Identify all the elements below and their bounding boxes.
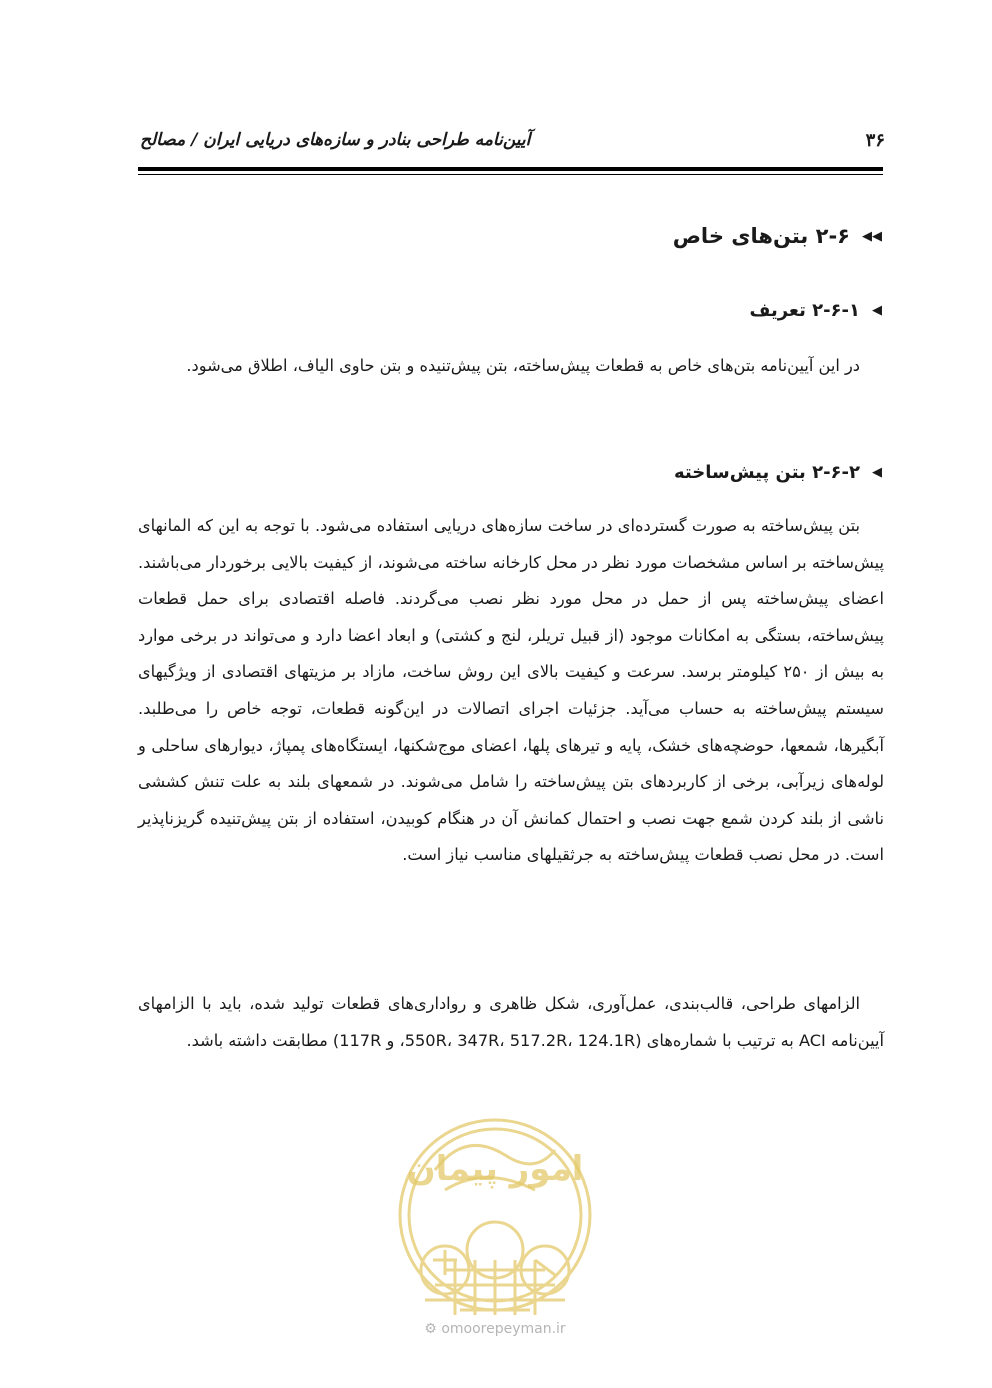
paragraph-precast-overview: بتن پیش‌ساخته به صورت گسترده‌ای در ساخت سازه‌های دریایی استفاده می‌شود. با توجه به این که المانهای پیش‌ساخته بر اساس مشخصات مورد نظر در محل کارخانه ساخته می‌شوند، از کیفیت بالایی برخوردار می‌باشند. اعضای پیش‌ساخته پس از حمل در محل مورد نظر نصب می‌گردند. فاصله اقتصادی برای حمل قطعات پیش‌ساخته، بستگی به امکانات موجود (از قبیل تریلر، لنج و کشتی) و ابعاد اعضا دارد و می‌تواند در برخی موارد به بیش از ۲۵۰ کیلومتر برسد. سرعت و کیفیت بالای این روش ساخت، مازاد بر مزیتهای اقتصادی از ویژگیهای سیستم پیش‌ساخته به حساب می‌آید. جزئیات اجرای اتصالات در این‌گونه قطعات، توجه خاص را می‌طلبد. آبگیرها، شمعها، حوضچه‌های خشک، پایه و تیرهای پلها، اعضای موج‌شکنها، ایستگاه‌های پمپاژ، دیوارهای ساحلی و لوله‌های زیرآبی، برخی از کاربردهای بتن پیش‌ساخته را شامل می‌شوند. در شمعهای بلند به علت تنش کششی ناشی از بلند کردن شمع جهت نصب و احتمال کمانش آن در هنگام کوبیدن، استفاده از بتن پیش‌تنیده گریزناپذیر است. در محل نصب قطعات پیش‌ساخته به جرثقیلهای مناسب نیاز است. [138, 516, 884, 865]
page-number: ۳۶ [865, 130, 885, 151]
subsection-heading-text: ۲-۶-۲ بتن پیش‌ساخته [674, 462, 860, 483]
subsection-heading-definition [750, 300, 882, 321]
subsection-heading-precast [674, 462, 882, 483]
section-heading [673, 224, 882, 248]
watermark-logo [385, 1110, 605, 1340]
watermark-logo-text: امور پیمان [406, 1149, 584, 1189]
double-arrow-bullet-icon: ◀◀ [862, 228, 882, 244]
header-rule-thick [138, 167, 883, 171]
arrow-bullet-icon: ◀ [872, 303, 882, 318]
running-header-title: آیین‌نامه طراحی بنادر و سازه‌های دریایی ایران / مصالح [140, 130, 531, 150]
section-heading-text: ۲-۶ بتن‌های خاص [672, 224, 850, 248]
paragraph-definition: در این آیین‌نامه بتن‌های خاص به قطعات پیش‌ساخته، بتن پیش‌تنیده و بتن حاوی الیاف، اطلاق می‌شود. [186, 356, 860, 375]
watermark-text: ⚙ omoorepeyman.ir [424, 1321, 566, 1337]
subsection-heading-text: ۲-۶-۱ تعریف [749, 300, 860, 321]
header-rule-thin [138, 174, 883, 175]
watermark-gear-icon: ⚙ [424, 1321, 437, 1337]
arrow-bullet-icon: ◀ [872, 465, 882, 480]
paragraph-precast-requirements: الزامهای طراحی، قالب‌بندی، عمل‌آوری، شکل ظاهری و رواداری‌های قطعات تولید شده، باید با الزامهای آیین‌نامه ACI به ترتیب با شماره‌های (550R، 347R، 517.2R، 124.1R، و 117R) مطابقت داشته باشد. [138, 994, 884, 1050]
